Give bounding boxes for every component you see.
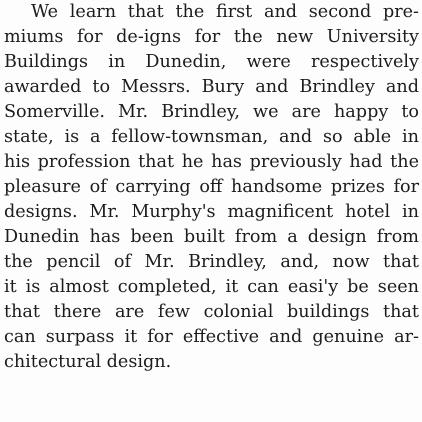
article-line: awarded to Messrs. Bury and Brindley and — [4, 77, 419, 97]
article-line: state, is a fellow-townsman, and so able in — [4, 127, 419, 147]
article-line: that there are few colonial buildings that — [4, 302, 419, 322]
article-line: can surpass it for effective and genuine ar- — [4, 327, 419, 347]
article-line: designs. Mr. Murphy's magnificent hotel in — [4, 202, 419, 222]
article-line: miums for de-igns for the new University — [4, 27, 419, 47]
article-line: chitectural design. — [4, 352, 172, 372]
article-line: pleasure of carrying off handsome prizes for — [4, 177, 419, 197]
article-line: it is almost completed, it can easi'y be seen — [4, 277, 419, 297]
article-line: Dunedin has been built from a design from — [4, 227, 419, 247]
article-line: Somerville. Mr. Brindley, we are happy to — [4, 102, 419, 122]
article-line: Buildings in Dunedin, were respectively — [4, 52, 419, 72]
article-line: the pencil of Mr. Brindley, and, now that — [4, 252, 419, 272]
article-line: We learn that the first and second pre- — [31, 2, 419, 22]
article-line: his profession that he has previously had the — [4, 152, 419, 172]
